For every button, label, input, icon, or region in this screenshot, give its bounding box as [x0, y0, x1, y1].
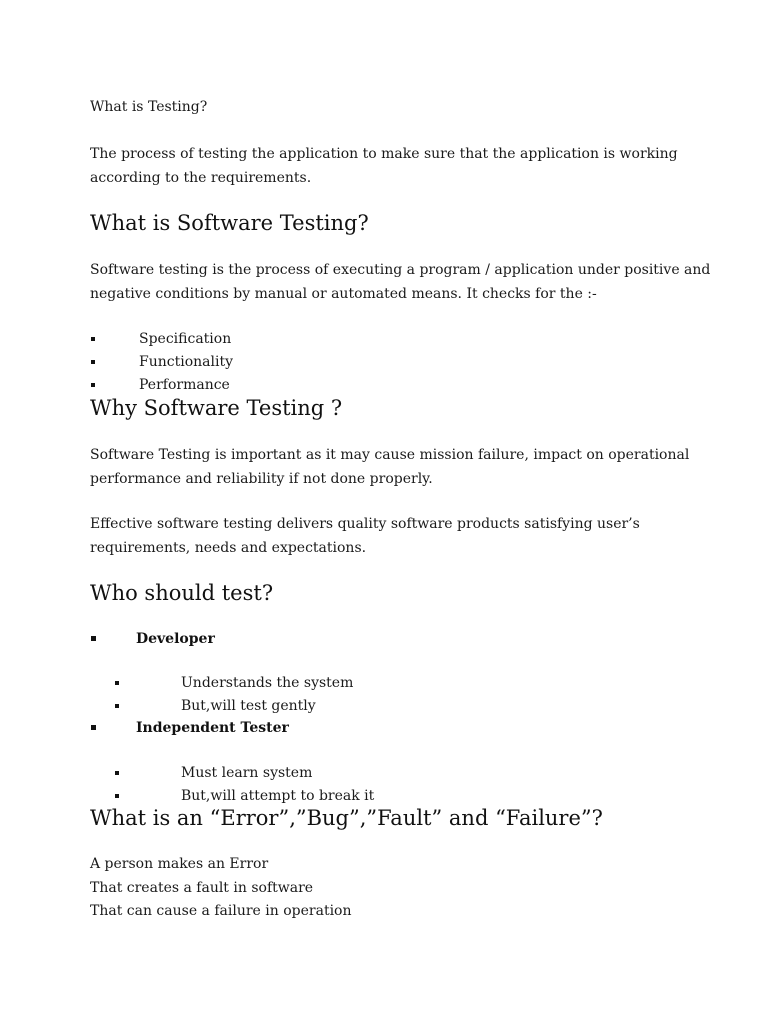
- software-testing-body: [90, 259, 711, 306]
- answer-line: according to the requirements.: [90, 169, 312, 186]
- independent-tester-label: Independent Tester: [136, 720, 289, 736]
- para-line: Software Testing is important as it may cause mission failure, impact on operational: [90, 447, 690, 463]
- bullet-marker: [91, 360, 95, 364]
- why-testing-para-1: [90, 444, 690, 491]
- bullet-marker: [115, 771, 119, 775]
- developer-point: Understands the system: [181, 675, 354, 691]
- bullet-marker: [91, 636, 96, 641]
- chain-line: That can cause a failure in operation: [90, 903, 352, 919]
- bullet-marker: [115, 794, 119, 798]
- bullet-marker: [115, 681, 119, 685]
- bullet-marker: [115, 704, 119, 708]
- error-bug-fault-lines: [90, 853, 680, 924]
- why-testing-para-2: [90, 513, 680, 560]
- why-testing-heading: Why Software Testing ?: [90, 396, 343, 420]
- check-item-specification: Specification: [139, 331, 232, 347]
- chain-line: That creates a fault in software: [90, 879, 314, 896]
- bullet-marker: [91, 725, 96, 730]
- check-item-functionality: Functionality: [139, 354, 233, 370]
- body-line: Software testing is the process of executing a program / application under positive and: [90, 262, 711, 278]
- developer-point: But,will test gently: [181, 698, 316, 714]
- chain-line: A person makes an Error: [90, 856, 269, 872]
- para-line: performance and reliability if not done properly.: [90, 470, 433, 487]
- what-is-testing-question: What is Testing?: [90, 99, 208, 115]
- answer-line: The process of testing the application to make sure that the application is working: [90, 146, 678, 162]
- bullet-marker: [91, 337, 95, 341]
- tester-point: Must learn system: [181, 765, 313, 781]
- para-line: Effective software testing delivers quality software products satisfying user’s: [90, 516, 640, 532]
- what-is-testing-answer: [90, 143, 680, 190]
- error-bug-fault-heading: What is an “Error”,”Bug”,”Fault” and “Failure”?: [90, 806, 603, 830]
- software-testing-heading: What is Software Testing?: [90, 211, 369, 235]
- tester-point: But,will attempt to break it: [181, 788, 375, 804]
- developer-label: Developer: [136, 631, 215, 647]
- check-item-performance: Performance: [139, 377, 230, 393]
- body-line: negative conditions by manual or automated means. It checks for the :-: [90, 285, 597, 302]
- para-line: requirements, needs and expectations.: [90, 539, 367, 556]
- who-should-test-heading: Who should test?: [90, 581, 274, 605]
- bullet-marker: [91, 383, 95, 387]
